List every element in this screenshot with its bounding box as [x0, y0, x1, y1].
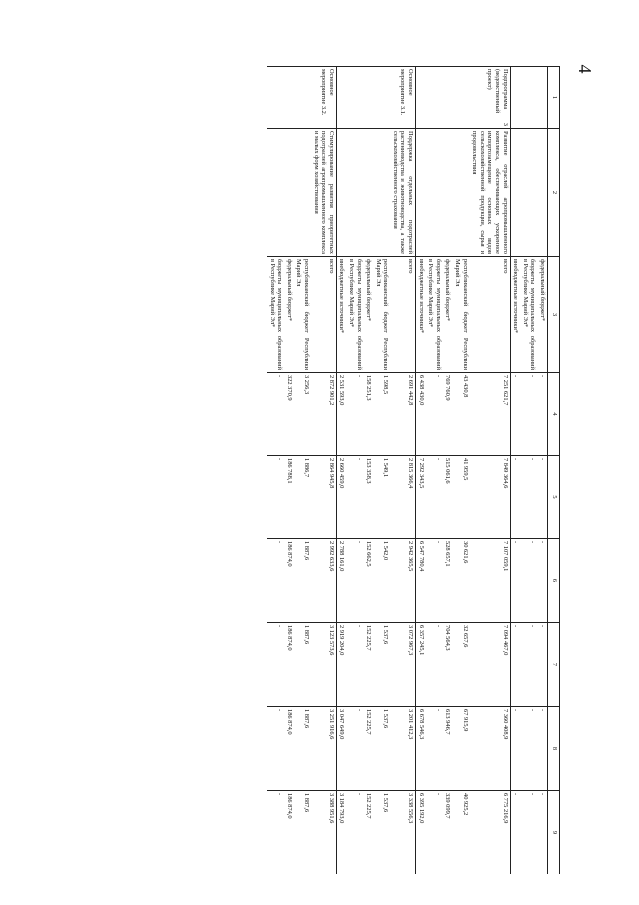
- value-cell-col6: 2 992 633,6: [311, 539, 336, 623]
- value-cell-col6: -: [520, 539, 537, 623]
- value-cell-col4: -: [346, 373, 363, 456]
- value-cell-col8: 1 887,6: [294, 707, 311, 791]
- value-cell-col8: -: [520, 707, 537, 791]
- value-cell-col5: 2 864 945,8: [311, 456, 336, 539]
- description-cell: [284, 129, 294, 257]
- value-cell-col5: 1 886,7: [294, 456, 311, 539]
- value-cell-col4: -: [537, 373, 547, 456]
- value-cell-col4: 6 438 430,0: [416, 373, 426, 456]
- value-cell-col6: 1 887,6: [294, 539, 311, 623]
- value-cell-col9: -: [346, 791, 363, 875]
- value-cell-col7: 32 657,6: [452, 623, 469, 707]
- program-cell: [537, 67, 547, 129]
- table-row: [537, 67, 547, 875]
- value-cell-col4: 43 430,8: [452, 373, 469, 456]
- value-cell-col6: -: [267, 539, 284, 623]
- value-cell-col5: 1 549,1: [373, 456, 390, 539]
- description-cell: Развитие отраслей агропромышленного комплекса, обеспечивающих ускоренное импортозамещение основных видов сельскохозяйственной продукции, сырья и продовольствия: [470, 129, 510, 257]
- value-cell-col7: 7 094 467,0: [470, 623, 510, 707]
- description-cell: [426, 129, 443, 257]
- value-cell-col8: 152 225,7: [364, 707, 374, 791]
- value-cell-col4: -: [267, 373, 284, 456]
- value-cell-col5: 515 061,6: [443, 456, 453, 539]
- value-cell-col5: 2 815 366,4: [390, 456, 415, 539]
- value-cell-col9: 3 338 556,3: [390, 791, 415, 875]
- value-cell-col4: 3 256,3: [294, 373, 311, 456]
- value-cell-col8: -: [510, 707, 520, 791]
- table-row: [311, 67, 336, 875]
- value-cell-col9: 6 775 216,9: [470, 791, 510, 875]
- description-cell: [267, 129, 284, 257]
- value-cell-col9: 6 395 192,0: [416, 791, 426, 875]
- value-cell-col8: 186 874,0: [284, 707, 294, 791]
- value-cell-col7: -: [510, 623, 520, 707]
- value-cell-col9: -: [510, 791, 520, 875]
- value-cell-col9: -: [426, 791, 443, 875]
- value-cell-col8: 3 201 412,3: [390, 707, 415, 791]
- value-cell-col6: -: [346, 539, 363, 623]
- value-cell-col9: 1 537,6: [373, 791, 390, 875]
- value-cell-col4: 1 598,5: [373, 373, 390, 456]
- description-cell: [416, 129, 426, 257]
- value-cell-col5: 186 788,1: [284, 456, 294, 539]
- column-header-5: 5: [548, 456, 560, 539]
- value-cell-col5: 153 358,3: [364, 456, 374, 539]
- value-cell-col8: 7 360 408,9: [470, 707, 510, 791]
- value-cell-col4: 2 872 901,2: [311, 373, 336, 456]
- value-cell-col5: -: [426, 456, 443, 539]
- table-row: [284, 67, 294, 875]
- value-cell-col6: 528 657,1: [443, 539, 453, 623]
- source-cell: внебюджетные источники*: [510, 257, 520, 373]
- value-cell-col7: -: [267, 623, 284, 707]
- description-cell: Поддержка отдельных подотраслей растениеводства и животноводства, а также сельскохозяйственного страхования: [390, 129, 415, 257]
- source-cell: федеральный бюджет*: [443, 257, 453, 373]
- source-cell: федеральный бюджет*: [364, 257, 374, 373]
- column-header-2: 2: [548, 129, 560, 257]
- source-cell: всего: [311, 257, 336, 373]
- description-cell: [452, 129, 469, 257]
- value-cell-col4: 158 251,3: [364, 373, 374, 456]
- table-row: [520, 67, 537, 875]
- value-cell-col8: -: [426, 707, 443, 791]
- value-cell-col8: 3 047 649,0: [336, 707, 346, 791]
- value-cell-col5: -: [537, 456, 547, 539]
- value-cell-col7: -: [520, 623, 537, 707]
- table-row: [373, 67, 390, 875]
- program-cell: [364, 67, 374, 129]
- program-cell: Основное мероприятие 3.1.: [390, 67, 415, 129]
- column-header-6: 6: [548, 539, 560, 623]
- value-cell-col4: -: [520, 373, 537, 456]
- value-cell-col7: -: [346, 623, 363, 707]
- value-cell-col6: 6 547 780,4: [416, 539, 426, 623]
- value-cell-col5: 2 660 459,0: [336, 456, 346, 539]
- source-cell: республиканский бюджет Республики Марий Эл: [373, 257, 390, 373]
- value-cell-col9: 1 887,6: [294, 791, 311, 875]
- table-row: [364, 67, 374, 875]
- value-cell-col8: -: [346, 707, 363, 791]
- value-cell-col4: 769 760,9: [443, 373, 453, 456]
- value-cell-col6: -: [426, 539, 443, 623]
- value-cell-col4: -: [510, 373, 520, 456]
- description-cell: [510, 129, 520, 257]
- program-cell: Подпрограмма 3 (ведомственный проект): [470, 67, 510, 129]
- value-cell-col7: 1 537,6: [373, 623, 390, 707]
- source-cell: бюджеты муниципальных образований в Республике Марий Эл*: [426, 257, 443, 373]
- value-cell-col4: -: [426, 373, 443, 456]
- value-cell-col4: 2 531 593,0: [336, 373, 346, 456]
- value-cell-col4: 7 251 621,7: [470, 373, 510, 456]
- value-cell-col5: -: [520, 456, 537, 539]
- value-cell-col8: 3 251 916,6: [311, 707, 336, 791]
- program-cell: [510, 67, 520, 129]
- program-cell: [346, 67, 363, 129]
- description-cell: [373, 129, 390, 257]
- value-cell-col9: -: [267, 791, 284, 875]
- column-header-4: 4: [548, 373, 560, 456]
- table-row: [416, 67, 426, 875]
- description-cell: [346, 129, 363, 257]
- description-cell: Стимулирование развития приоритетных подотраслей агропромышленного комплекса и малых форм хозяйствования: [311, 129, 336, 257]
- value-cell-col7: 186 874,0: [284, 623, 294, 707]
- value-cell-col8: 613 946,7: [443, 707, 453, 791]
- value-cell-col6: 7 107 059,1: [470, 539, 510, 623]
- table-row: [294, 67, 311, 875]
- value-cell-col4: 2 691 442,8: [390, 373, 415, 456]
- value-cell-col6: 2 942 365,5: [390, 539, 415, 623]
- table-row: [470, 67, 510, 875]
- value-cell-col8: -: [267, 707, 284, 791]
- value-cell-col6: 186 874,0: [284, 539, 294, 623]
- value-cell-col9: 152 225,7: [364, 791, 374, 875]
- column-header-8: 8: [548, 707, 560, 791]
- value-cell-col8: 67 915,9: [452, 707, 469, 791]
- value-cell-col7: 152 225,7: [364, 623, 374, 707]
- budget-table: [267, 66, 560, 874]
- value-cell-col9: -: [520, 791, 537, 875]
- source-cell: внебюджетные источники*: [336, 257, 346, 373]
- program-cell: [284, 67, 294, 129]
- value-cell-col9: -: [537, 791, 547, 875]
- source-cell: республиканский бюджет Республики Марий Эл: [294, 257, 311, 373]
- value-cell-col9: 339 099,7: [443, 791, 453, 875]
- description-cell: [336, 129, 346, 257]
- source-cell: внебюджетные источники*: [416, 257, 426, 373]
- program-cell: [520, 67, 537, 129]
- table-row: [390, 67, 415, 875]
- program-cell: [294, 67, 311, 129]
- table-row: [443, 67, 453, 875]
- value-cell-col6: 30 621,6: [452, 539, 469, 623]
- column-header-7: 7: [548, 623, 560, 707]
- program-cell: [336, 67, 346, 129]
- value-cell-col8: -: [537, 707, 547, 791]
- value-cell-col5: -: [510, 456, 520, 539]
- program-cell: [452, 67, 469, 129]
- program-cell: Основное мероприятие 3.2.: [311, 67, 336, 129]
- value-cell-col4: 322 370,9: [284, 373, 294, 456]
- value-cell-col6: 152 662,5: [364, 539, 374, 623]
- column-header-9: 9: [548, 791, 560, 875]
- value-cell-col8: 6 678 546,3: [416, 707, 426, 791]
- value-cell-col5: -: [346, 456, 363, 539]
- column-header-3: 3: [548, 257, 560, 373]
- value-cell-col5: 7 292 343,5: [416, 456, 426, 539]
- table-row: [510, 67, 520, 875]
- value-cell-col6: -: [537, 539, 547, 623]
- value-cell-col7: 3 123 573,6: [311, 623, 336, 707]
- source-cell: всего: [470, 257, 510, 373]
- description-cell: [520, 129, 537, 257]
- value-cell-col7: 2 919 204,0: [336, 623, 346, 707]
- value-cell-col7: -: [537, 623, 547, 707]
- program-cell: [267, 67, 284, 129]
- description-cell: [364, 129, 374, 257]
- column-header-1: 1: [548, 67, 560, 129]
- value-cell-col7: 6 357 245,1: [416, 623, 426, 707]
- value-cell-col8: 1 537,6: [373, 707, 390, 791]
- source-cell: федеральный бюджет*: [284, 257, 294, 373]
- value-cell-col7: -: [426, 623, 443, 707]
- value-cell-col6: 1 542,0: [373, 539, 390, 623]
- source-cell: бюджеты муниципальных образований в Республике Марий Эл*: [267, 257, 284, 373]
- program-cell: [443, 67, 453, 129]
- value-cell-col5: 41 959,5: [452, 456, 469, 539]
- table-row: [426, 67, 443, 875]
- table-row: [346, 67, 363, 875]
- rotated-table-wrapper: [110, 66, 560, 874]
- value-cell-col7: 1 887,6: [294, 623, 311, 707]
- value-cell-col5: -: [267, 456, 284, 539]
- source-cell: республиканский бюджет Республики Марий Эл: [452, 257, 469, 373]
- program-cell: [373, 67, 390, 129]
- program-cell: [426, 67, 443, 129]
- table-body: [267, 67, 548, 875]
- value-cell-col7: 704 564,3: [443, 623, 453, 707]
- source-cell: всего: [390, 257, 415, 373]
- value-cell-col9: 3 184 793,0: [336, 791, 346, 875]
- value-cell-col6: -: [510, 539, 520, 623]
- header-row: [548, 67, 560, 875]
- value-cell-col9: 186 874,0: [284, 791, 294, 875]
- program-cell: [416, 67, 426, 129]
- value-cell-col7: 3 072 967,3: [390, 623, 415, 707]
- table-row: [336, 67, 346, 875]
- table-row: [267, 67, 284, 875]
- page-number: 4: [575, 64, 595, 74]
- table-row: [452, 67, 469, 875]
- value-cell-col6: 2 788 161,0: [336, 539, 346, 623]
- document-page: [110, 66, 560, 874]
- value-cell-col9: 40 925,2: [452, 791, 469, 875]
- description-cell: [443, 129, 453, 257]
- value-cell-col5: 7 849 364,6: [470, 456, 510, 539]
- value-cell-col9: 3 388 951,6: [311, 791, 336, 875]
- source-cell: бюджеты муниципальных образований в Республике Марий Эл*: [520, 257, 537, 373]
- description-cell: [537, 129, 547, 257]
- description-cell: [294, 129, 311, 257]
- source-cell: федеральный бюджет*: [537, 257, 547, 373]
- source-cell: бюджеты муниципальных образований в Республике Марий Эл*: [346, 257, 363, 373]
